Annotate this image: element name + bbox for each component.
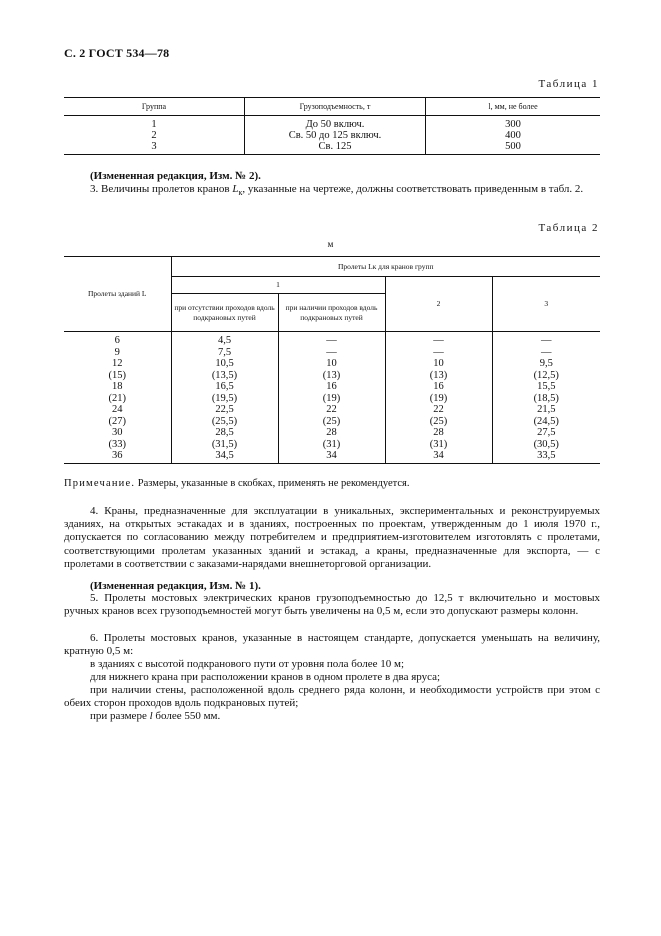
table2-header-with-passage: при наличии проходов вдоль подкрановых путей bbox=[278, 294, 385, 332]
table2 bbox=[64, 256, 600, 464]
table-cell: 16,5 bbox=[171, 381, 278, 393]
table-cell: — bbox=[385, 347, 492, 359]
table2-caption: Таблица 2 bbox=[538, 222, 599, 234]
table-cell: 1 bbox=[151, 119, 157, 130]
table-row bbox=[64, 439, 600, 451]
table-row bbox=[64, 130, 600, 141]
list-item: в зданиях с высотой подкранового пути от уровня пола более 10 м; bbox=[90, 658, 405, 670]
table-cell: 22,5 bbox=[171, 404, 278, 416]
table-cell: (31) bbox=[385, 439, 492, 451]
table-cell: 28 bbox=[385, 427, 492, 439]
table-cell: 34 bbox=[385, 450, 492, 463]
table-cell: (13) bbox=[278, 370, 385, 382]
table-cell: 22 bbox=[385, 404, 492, 416]
table-row bbox=[64, 393, 600, 405]
table-cell: 9 bbox=[114, 346, 120, 358]
paragraph-3: 3. Величины пролетов кранов $L_к$, указанные на чертеже, должны соответствовать приведенным в табл. 2. bbox=[90, 183, 584, 198]
paragraph-4: 4. Краны, предназначенные для эксплуатации в уникальных, экспериментальных и реконструируемых зданиях, на открытых эстакадах и в зданиях, построенных по проектам, утвержденным до 1 июля 1970 г., допускается по согласованию между потребителем и предприятием-изготовителем изготовлять с пролетами, соответствующими пролетам указанных зданий и эстакад, а краны, предназначенные для экспорта, — с пролетами в соответствии с заказами-нарядами внешнеторговой организации. bbox=[64, 505, 600, 570]
table-row bbox=[64, 347, 600, 359]
table-cell: (13) bbox=[385, 370, 492, 382]
table-cell: (15) bbox=[108, 369, 126, 381]
table-row bbox=[64, 116, 600, 131]
paragraph-5: 5. Пролеты мостовых электрических кранов грузоподъемностью до 12,5 т включительно и мостовых ручных кранов всех грузоподъемностей могут быть увеличены на 0,5 м, если это допускают размеры колонн. bbox=[64, 592, 600, 618]
table-cell: — bbox=[278, 332, 385, 347]
table-cell: (30,5) bbox=[492, 439, 600, 451]
table-cell: (25) bbox=[385, 416, 492, 428]
table-cell: 400 bbox=[426, 130, 601, 141]
amendment-note: (Измененная редакция, Изм. № 2). bbox=[90, 170, 261, 182]
table-cell: 21,5 bbox=[492, 404, 600, 416]
table-cell: Св. 50 до 125 включ. bbox=[245, 130, 426, 141]
table-cell: 34,5 bbox=[171, 450, 278, 463]
table-cell: (19,5) bbox=[171, 393, 278, 405]
table-cell: (31) bbox=[278, 439, 385, 451]
table-cell: 10 bbox=[385, 358, 492, 370]
table-cell: 300 bbox=[426, 116, 601, 131]
table-cell: До 50 включ. bbox=[245, 116, 426, 131]
table-cell: 36 bbox=[64, 450, 171, 463]
table-cell: 28,5 bbox=[171, 427, 278, 439]
table1-header-l: l, мм, не более bbox=[426, 98, 601, 116]
table-cell: — bbox=[492, 332, 600, 347]
table-cell: 15,5 bbox=[492, 381, 600, 393]
table-cell: (25) bbox=[278, 416, 385, 428]
table-cell: (25,5) bbox=[171, 416, 278, 428]
table-row bbox=[64, 404, 600, 416]
table-row bbox=[64, 427, 600, 439]
table2-header-no-passage: при отсутствии проходов вдоль подкрановых путей bbox=[171, 294, 278, 332]
table-cell: 33,5 bbox=[492, 450, 600, 463]
table-cell: 16 bbox=[278, 381, 385, 393]
table-cell: Св. 125 bbox=[245, 141, 426, 155]
table-cell: — bbox=[492, 347, 600, 359]
table-cell: (18,5) bbox=[492, 393, 600, 405]
table1-caption: Таблица 1 bbox=[538, 78, 599, 90]
table-cell: (33) bbox=[108, 438, 126, 450]
table2-header-building-span: Пролеты зданий L bbox=[64, 257, 171, 332]
table-cell: 4,5 bbox=[171, 332, 278, 347]
table2-header-crane-spans: Пролеты Lк для кранов групп bbox=[171, 257, 600, 277]
table-cell: 7,5 bbox=[171, 347, 278, 359]
table1 bbox=[64, 97, 600, 155]
amendment-note: (Измененная редакция, Изм. № 1). bbox=[90, 580, 261, 592]
table-cell: 10 bbox=[278, 358, 385, 370]
table-cell: 16 bbox=[385, 381, 492, 393]
table-row bbox=[64, 358, 600, 370]
table-cell: (13,5) bbox=[171, 370, 278, 382]
table-cell: 28 bbox=[278, 427, 385, 439]
table-row bbox=[64, 370, 600, 382]
table2-header-group2: 2 bbox=[385, 277, 492, 332]
table-row bbox=[64, 381, 600, 393]
table-cell: (12,5) bbox=[492, 370, 600, 382]
table-cell: 2 bbox=[151, 130, 157, 141]
table-cell: 500 bbox=[426, 141, 601, 155]
table-cell: 9,5 bbox=[492, 358, 600, 370]
table-cell: (24,5) bbox=[492, 416, 600, 428]
table-cell: 3 bbox=[64, 141, 245, 155]
table2-header-group1: 1 bbox=[171, 277, 385, 294]
table-cell: 22 bbox=[278, 404, 385, 416]
list-item: для нижнего крана при расположении кранов в одном пролете в два яруса; bbox=[90, 671, 441, 683]
list-item: при наличии стены, расположенной вдоль среднего ряда колонн, и необходимости устройств при этом с обеих сторон проходов вдоль подкрановых путей; bbox=[64, 684, 600, 710]
table-cell: (27) bbox=[108, 415, 126, 427]
table-cell: 30 bbox=[112, 427, 123, 438]
table2-unit: м bbox=[327, 239, 334, 249]
table-cell: (19) bbox=[278, 393, 385, 405]
table-row bbox=[64, 416, 600, 428]
table-cell: (31,5) bbox=[171, 439, 278, 451]
table-row bbox=[64, 332, 600, 347]
table2-header-group3: 3 bbox=[492, 277, 600, 332]
table-cell: 34 bbox=[278, 450, 385, 463]
paragraph-6: 6. Пролеты мостовых кранов, указанные в настоящем стандарте, допускается уменьшать на величину, кратную 0,5 м: bbox=[64, 632, 600, 658]
table-cell: 24 bbox=[112, 404, 123, 415]
table1-header-group: Группа bbox=[64, 98, 245, 116]
table-cell: 10,5 bbox=[171, 358, 278, 370]
table-cell: — bbox=[278, 347, 385, 359]
table-row bbox=[64, 450, 600, 463]
table-cell: 12 bbox=[112, 358, 123, 369]
page-header: С. 2 ГОСТ 534—78 bbox=[64, 46, 170, 60]
list-item: при размере l более 550 мм. bbox=[90, 710, 221, 722]
table-cell: (19) bbox=[385, 393, 492, 405]
table-cell: 6 bbox=[114, 335, 120, 346]
table-cell: (21) bbox=[108, 392, 126, 404]
table2-note: Примечание. Размеры, указанные в скобках, применять не рекомендуется. bbox=[64, 478, 410, 489]
table-cell: 27,5 bbox=[492, 427, 600, 439]
table-cell: 18 bbox=[112, 381, 123, 392]
table-row bbox=[64, 141, 600, 155]
table-cell: — bbox=[385, 332, 492, 347]
table1-header-capacity: Грузоподъемность, т bbox=[245, 98, 426, 116]
